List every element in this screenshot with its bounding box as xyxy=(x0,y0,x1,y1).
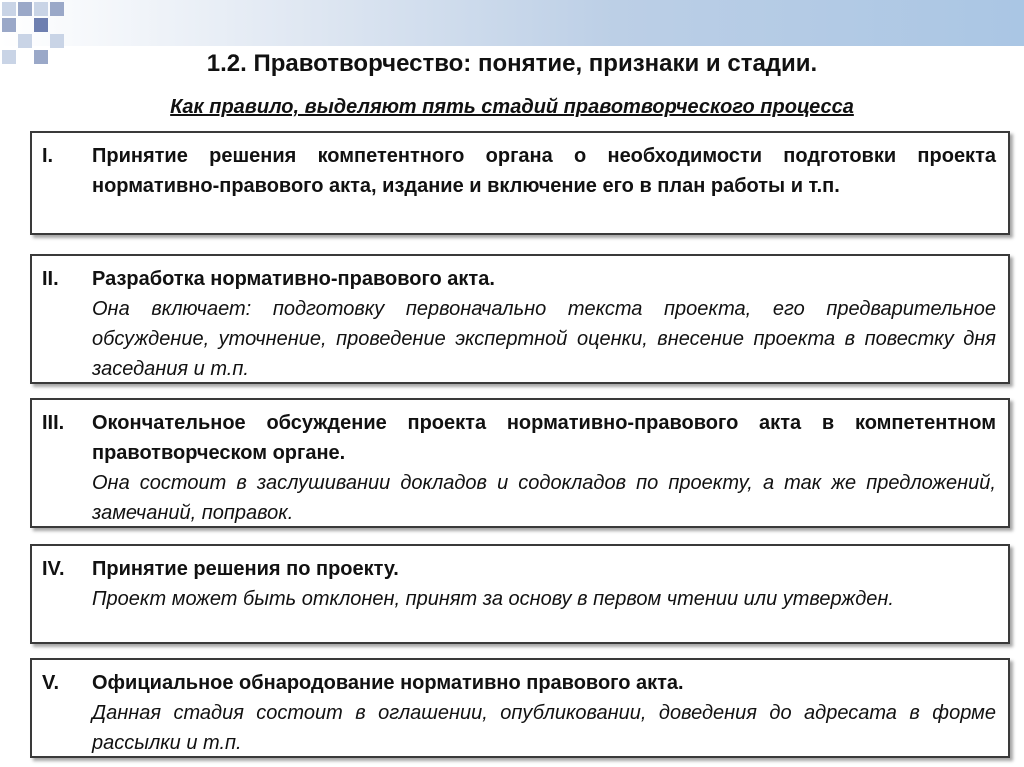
stage-content xyxy=(92,264,996,384)
stage-box-2 xyxy=(30,254,1010,384)
deco-square xyxy=(50,34,64,48)
deco-square xyxy=(2,18,16,32)
stage-heading: Официальное обнародование нормативно правового акта. xyxy=(92,672,684,694)
deco-square xyxy=(2,2,16,16)
stage-number: V. xyxy=(42,672,60,694)
stage-content xyxy=(92,408,996,528)
stage-heading: Окончательное обсуждение проекта нормативно-правового акта в компетентном правотворческом органе. xyxy=(92,412,996,464)
stage-description: Данная стадия состоит в оглашении, опубликовании, доведения до адресата в форме рассылки и т.п. xyxy=(92,702,996,754)
deco-square xyxy=(34,2,48,16)
header-gradient-band xyxy=(0,0,1024,46)
stage-description: Она состоит в заслушивании докладов и содокладов по проекту, а так же предложений, замечаний, поправок. xyxy=(92,472,996,524)
stage-box-1 xyxy=(30,131,1010,235)
stage-heading: Разработка нормативно-правового акта. xyxy=(92,268,495,290)
stage-box-5 xyxy=(30,658,1010,758)
slide-title: 1.2. Правотворчество: понятие, признаки и стадии. xyxy=(206,50,818,77)
slide-subtitle: Как правило, выделяют пять стадий правотворческого процесса xyxy=(170,96,854,118)
deco-square xyxy=(18,2,32,16)
stage-description: Она включает: подготовку первоначально текста проекта, его предварительное обсуждение, уточнение, проведение экспертной оценки, внесение проекта в повестку дня заседания и т.п. xyxy=(92,298,996,380)
stage-content xyxy=(92,141,996,201)
stage-box-4 xyxy=(30,544,1010,644)
stage-number: I. xyxy=(42,145,54,167)
stage-description: Проект может быть отклонен, принят за основу в первом чтении или утвержден. xyxy=(92,588,894,610)
deco-square xyxy=(34,18,48,32)
deco-square xyxy=(50,2,64,16)
stage-box-3 xyxy=(30,398,1010,528)
deco-square xyxy=(18,34,32,48)
stage-number: IV. xyxy=(42,558,65,580)
stage-heading: Принятие решения компетентного органа о необходимости подготовки проекта нормативно-правового акта, издание и включение его в план работы и т.п. xyxy=(92,145,996,197)
stage-number: II. xyxy=(42,268,59,290)
stage-number: III. xyxy=(42,412,65,434)
stage-content xyxy=(92,668,996,758)
stage-heading: Принятие решения по проекту. xyxy=(92,558,399,580)
stage-content xyxy=(92,554,996,614)
